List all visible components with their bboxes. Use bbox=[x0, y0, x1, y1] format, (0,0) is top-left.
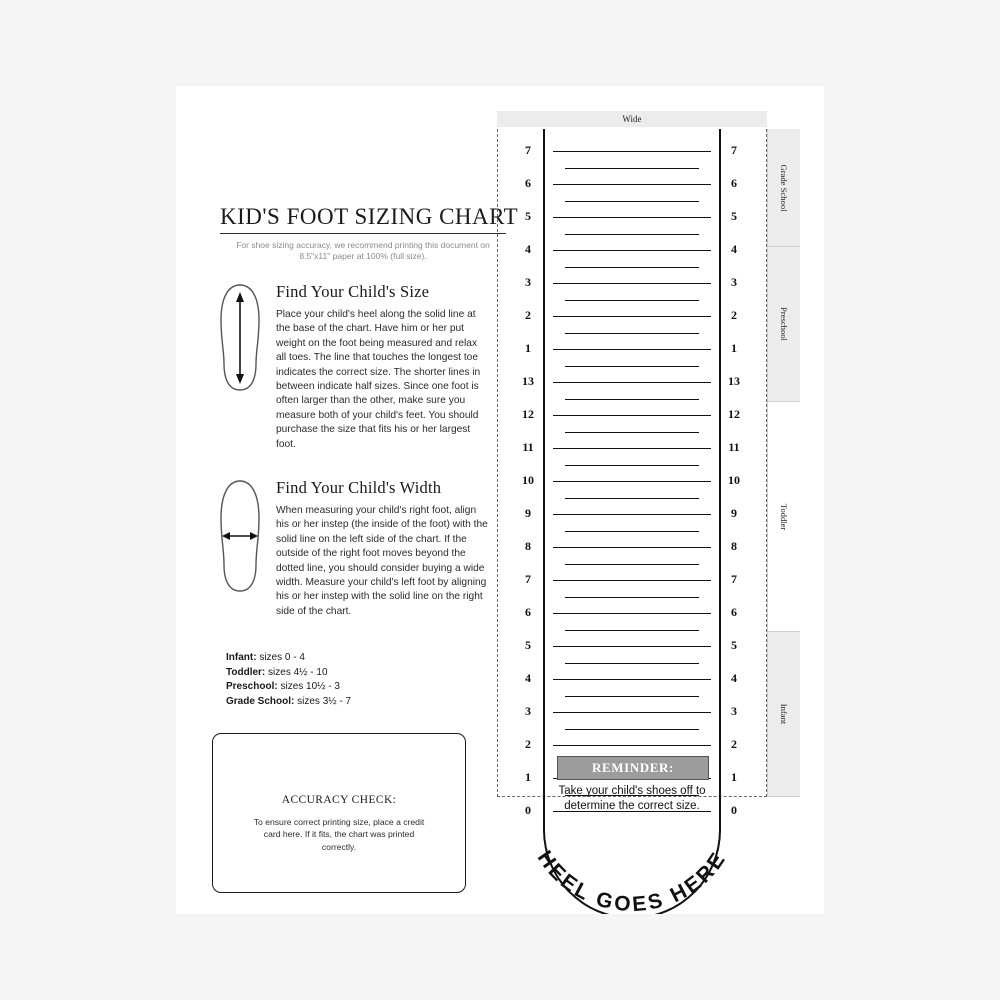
legend-label-grade-school: Grade School: bbox=[226, 695, 295, 707]
legend-value-grade-school: sizes 3½ - 7 bbox=[297, 695, 352, 707]
size-number-left: 12 bbox=[522, 407, 534, 421]
size-legend bbox=[226, 651, 351, 709]
size-number-right: 12 bbox=[728, 407, 740, 421]
size-tick-half bbox=[565, 333, 699, 334]
size-tick-full bbox=[553, 316, 711, 317]
stage-label: Infant bbox=[779, 703, 789, 725]
size-number-left: 6 bbox=[525, 605, 531, 619]
section-1-heading: Find Your Child's Size bbox=[276, 282, 430, 301]
size-tick-full bbox=[553, 679, 711, 680]
size-tick-half bbox=[565, 300, 699, 301]
sizing-chart-document bbox=[176, 86, 824, 917]
legend-row-toddler bbox=[226, 666, 351, 681]
size-number-left: 1 bbox=[525, 341, 531, 355]
reminder-body: Take your child's shoes off to determine the correct size. bbox=[558, 785, 706, 812]
size-number-right: 4 bbox=[731, 671, 737, 685]
size-number-left: 3 bbox=[525, 704, 531, 718]
size-number-right: 4 bbox=[731, 242, 737, 256]
size-tick-half bbox=[565, 168, 699, 169]
size-number-right: 7 bbox=[731, 143, 737, 157]
size-tick-full bbox=[553, 514, 711, 515]
size-number-left: 4 bbox=[525, 242, 531, 256]
size-number-right: 11 bbox=[728, 440, 740, 454]
size-number-right: 1 bbox=[731, 341, 737, 355]
size-number-left: 8 bbox=[525, 539, 531, 553]
size-number-right: 0 bbox=[731, 803, 737, 817]
size-tick-half bbox=[565, 267, 699, 268]
size-tick-half bbox=[565, 366, 699, 367]
stage-label: Toddler bbox=[779, 503, 789, 530]
measuring-chart bbox=[491, 111, 799, 917]
reminder-badge: REMINDER: bbox=[557, 756, 709, 780]
size-tick-full bbox=[553, 217, 711, 218]
section-2-body: When measuring your child's right foot, align his or her instep (the inside of the foot) with the solid line on the left side of the chart. If the outside of the right foot moves beyond the dotted line, you should consider buying a wide width. Measure your child's left foot by aligning his or her instep with the solid line on the right side of the chart. bbox=[276, 505, 488, 617]
svg-text:HEEL GOES HERE: HEEL GOES HERE bbox=[532, 846, 732, 917]
size-number-left: 0 bbox=[525, 803, 531, 817]
size-tick-half bbox=[565, 630, 699, 631]
size-tick-full bbox=[553, 712, 711, 713]
stage-label: Grade School bbox=[779, 163, 789, 212]
stage-band bbox=[768, 129, 800, 247]
size-number-right: 13 bbox=[728, 374, 740, 388]
size-tick-full bbox=[553, 646, 711, 647]
size-tick-full bbox=[553, 745, 711, 746]
size-tick-full bbox=[553, 151, 711, 152]
section-2-heading: Find Your Child's Width bbox=[276, 478, 442, 497]
size-number-right: 9 bbox=[731, 506, 737, 520]
wide-header-bar: Wide bbox=[497, 111, 767, 127]
stage-column bbox=[767, 129, 800, 797]
section-1-body: Place your child's heel along the solid line at the base of the chart. Have him or her put weight on the foot being measured and relax all toes. The line that touches the longest toe indicates the correct size. The shorter lines in between indicate half sizes. Since one foot is often larger than the other, make sure you measure both of your child's feet. You should purchase the size that fits his or her largest foot. bbox=[276, 309, 481, 450]
size-number-left: 4 bbox=[525, 671, 531, 685]
size-number-right: 3 bbox=[731, 275, 737, 289]
size-tick-full bbox=[553, 448, 711, 449]
stage-label: Preschool bbox=[779, 307, 789, 341]
legend-value-preschool: sizes 10½ - 3 bbox=[280, 681, 340, 693]
size-tick-full bbox=[553, 184, 711, 185]
legend-value-infant: sizes 0 - 4 bbox=[259, 652, 305, 663]
size-tick-half bbox=[565, 564, 699, 565]
size-tick-half bbox=[565, 498, 699, 499]
size-number-right: 6 bbox=[731, 176, 737, 190]
size-tick-half bbox=[565, 531, 699, 532]
size-number-left: 11 bbox=[522, 440, 534, 454]
size-number-right: 10 bbox=[728, 473, 740, 487]
size-tick-full bbox=[553, 613, 711, 614]
size-tick-half bbox=[565, 597, 699, 598]
size-tick-half bbox=[565, 432, 699, 433]
size-number-left: 7 bbox=[525, 143, 531, 157]
legend-row-preschool bbox=[226, 680, 351, 695]
stage-band bbox=[768, 402, 800, 632]
size-number-left: 2 bbox=[525, 737, 531, 751]
size-tick-full bbox=[553, 580, 711, 581]
size-tick-half bbox=[565, 201, 699, 202]
size-tick-full bbox=[553, 415, 711, 416]
legend-row-infant bbox=[226, 651, 351, 666]
size-number-left: 7 bbox=[525, 572, 531, 586]
size-number-left: 9 bbox=[525, 506, 531, 520]
size-tick-half bbox=[565, 234, 699, 235]
size-tick-half bbox=[565, 465, 699, 466]
size-number-right: 5 bbox=[731, 209, 737, 223]
page-title: KID'S FOOT SIZING CHART bbox=[220, 204, 519, 229]
size-number-left: 3 bbox=[525, 275, 531, 289]
size-number-left: 5 bbox=[525, 638, 531, 652]
legend-row-grade-school bbox=[226, 695, 351, 710]
page-subtitle: For shoe sizing accuracy, we recommend printing this document on 8.5"x11" paper at 100% (full size). bbox=[236, 240, 490, 261]
size-number-left: 2 bbox=[525, 308, 531, 322]
accuracy-check-title: ACCURACY CHECK: bbox=[281, 794, 397, 806]
legend-label-toddler: Toddler: bbox=[226, 666, 266, 678]
title-divider bbox=[220, 233, 506, 234]
size-number-right: 2 bbox=[731, 308, 737, 322]
size-number-right: 5 bbox=[731, 638, 737, 652]
stage-band bbox=[768, 247, 800, 402]
size-number-right: 1 bbox=[731, 770, 737, 784]
size-number-right: 8 bbox=[731, 539, 737, 553]
size-number-left: 13 bbox=[522, 374, 534, 388]
size-number-right: 7 bbox=[731, 572, 737, 586]
size-number-left: 6 bbox=[525, 176, 531, 190]
size-tick-half bbox=[565, 399, 699, 400]
size-number-right: 3 bbox=[731, 704, 737, 718]
legend-label-infant: Infant: bbox=[226, 652, 257, 663]
size-number-left: 1 bbox=[525, 770, 531, 784]
size-number-right: 6 bbox=[731, 605, 737, 619]
size-tick-full bbox=[553, 250, 711, 251]
size-number-left: 10 bbox=[522, 473, 534, 487]
legend-label-preschool: Preschool: bbox=[226, 681, 278, 693]
size-tick-half bbox=[565, 663, 699, 664]
foot-horizontal-arrow-icon bbox=[216, 478, 264, 596]
size-tick-full bbox=[553, 547, 711, 548]
stage-band bbox=[768, 632, 800, 797]
size-tick-full bbox=[553, 481, 711, 482]
size-tick-half bbox=[565, 729, 699, 730]
legend-value-toddler: sizes 4½ - 10 bbox=[268, 666, 328, 678]
accuracy-check-box bbox=[212, 733, 466, 893]
size-tick-half bbox=[565, 696, 699, 697]
size-number-left: 5 bbox=[525, 209, 531, 223]
size-tick-full bbox=[553, 349, 711, 350]
foot-vertical-arrow-icon bbox=[216, 282, 264, 394]
heel-goes-here-arc-text bbox=[517, 811, 747, 917]
size-number-right: 2 bbox=[731, 737, 737, 751]
size-tick-full bbox=[553, 382, 711, 383]
accuracy-check-body: To ensure correct printing size, place a credit card here. If it fits, the chart was printed correctly. bbox=[253, 817, 425, 852]
size-tick-full bbox=[553, 283, 711, 284]
